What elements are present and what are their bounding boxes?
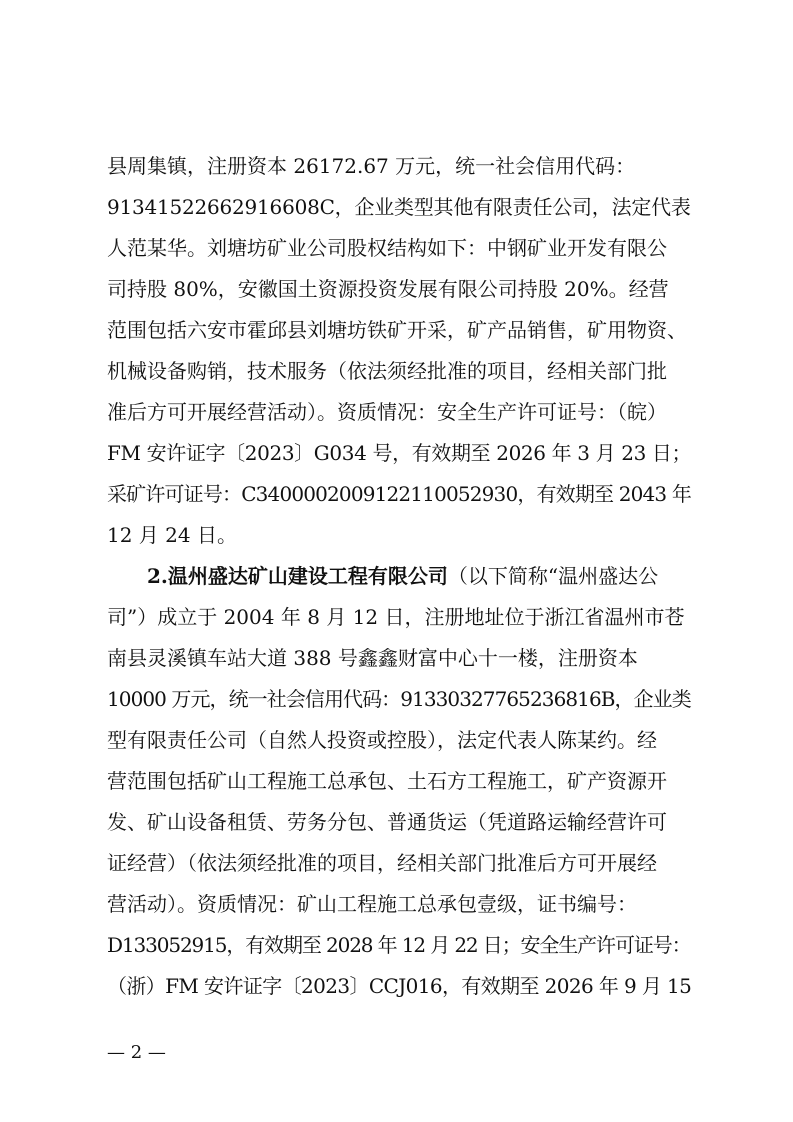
paragraph-line: 机械设备购销，技术服务（依法须经批准的项目，经相关部门批 [107, 359, 667, 383]
paragraph-line: 型有限责任公司（自然人投资或控股），法定代表人陈某约。经 [107, 728, 657, 752]
paragraph-line: 91341522662916608C，企业类型其他有限责任公司，法定代表 [107, 195, 691, 219]
paragraph-line: 司持股 80%，安徽国土资源投资发展有限公司持股 20%。经营 [107, 277, 669, 301]
paragraph-line: 10000 万元，统一社会信用代码：91330327765236816B，企业类 [107, 687, 691, 711]
paragraph-line: 范围包括六安市霍邱县刘塘坊铁矿开采，矿产品销售，矿用物资、 [107, 318, 687, 342]
paragraph-line: 12 月 24 日。 [107, 523, 237, 547]
paragraph-line: 营活动）。资质情况：矿山工程施工总承包壹级，证书编号： [107, 892, 637, 916]
paragraph-heading-line [147, 562, 691, 590]
paragraph-line: （浙）FM 安许证字〔2023〕CCJ016，有效期至 2026 年 9 月 15 [107, 974, 692, 998]
paragraph-line: 证经营）（依法须经批准的项目，经相关部门批准后方可开展经 [107, 851, 657, 875]
paragraph-line: FM 安许证字〔2023〕G034 号，有效期至 2026 年 3 月 23 日； [107, 441, 692, 465]
page-number: — 2 — [107, 1042, 166, 1063]
paragraph-line: D133052915，有效期至 2028 年 12 月 22 日；安全生产许可证号： [107, 933, 691, 957]
paragraph-line: 营范围包括矿山工程施工总承包、土石方工程施工，矿产资源开 [107, 769, 667, 793]
paragraph-line: 南县灵溪镇车站大道 388 号鑫鑫财富中心十一楼，注册资本 [107, 646, 638, 670]
paragraph-line: 发、矿山设备租赁、劳务分包、普通货运（凭道路运输经营许可 [107, 810, 667, 834]
paragraph-line: 准后方可开展经营活动）。资质情况：安全生产许可证号：（皖） [107, 400, 667, 424]
paragraph-line: 人范某华。刘塘坊矿业公司股权结构如下：中钢矿业开发有限公 [107, 236, 667, 260]
paragraph-line: 县周集镇，注册资本 26172.67 万元，统一社会信用代码： [107, 154, 636, 178]
paragraph-line: 采矿许可证号：C3400002009122110052930，有效期至 2043 年 [107, 482, 691, 506]
heading-line-rest: （以下简称“温州盛达公 [447, 564, 659, 588]
company-heading: 2.温州盛达矿山建设工程有限公司 [147, 564, 448, 588]
paragraph-line: 司”）成立于 2004 年 8 月 12 日，注册地址位于浙江省温州市苍 [107, 605, 685, 629]
